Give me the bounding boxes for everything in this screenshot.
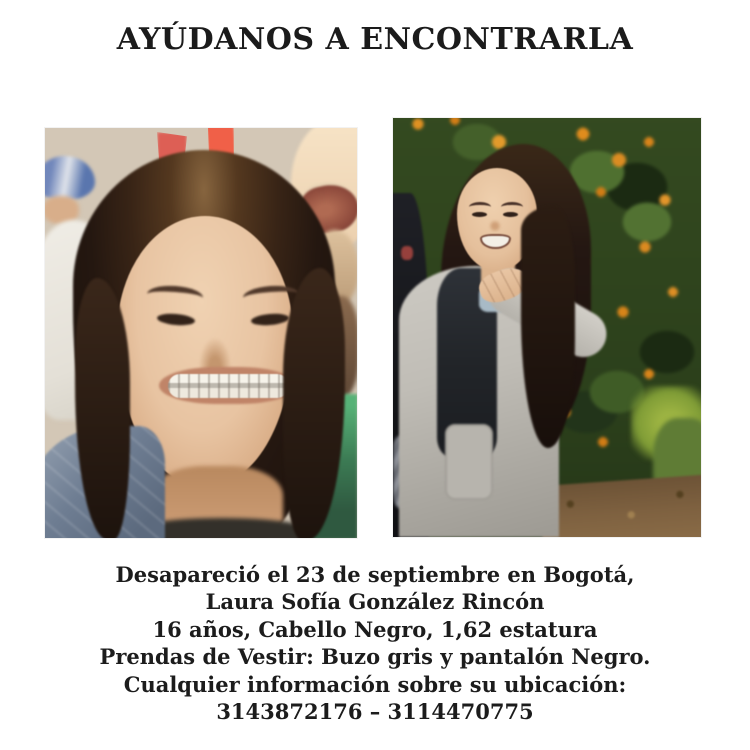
- details-text-block: [0, 561, 750, 725]
- girl-eyebrow-right: [501, 202, 523, 212]
- detail-line-info-request: Cualquier información sobre su ubicación:: [123, 671, 627, 697]
- poster-title: AYÚDANOS A ENCONTRARLA: [116, 22, 634, 57]
- girl-smile-braces: [168, 374, 289, 398]
- girl-eyebrow-left: [469, 202, 491, 212]
- detail-line-disappearance: Desapareció el 23 de septiembre en Bogotá,: [115, 562, 635, 587]
- jacket-logo-detail: [401, 246, 413, 260]
- photo-left: [45, 128, 357, 538]
- detail-line-clothing: Prendas de Vestir: Buzo gris y pantalón Negro.: [99, 644, 651, 670]
- coat-pocket: [445, 424, 493, 500]
- detail-line-age-hair-height: 16 años, Cabello Negro, 1,62 estatura: [152, 616, 598, 642]
- phone-numbers: 3143872176 – 3114470775: [216, 699, 534, 725]
- detail-line-name: Laura Sofía González Rincón: [205, 589, 545, 615]
- photo-right: [393, 118, 701, 537]
- girl-hair-strand-front: [521, 206, 575, 448]
- girl-eye-right: [503, 212, 518, 217]
- girl-eye-left: [472, 212, 487, 217]
- girl-nose: [489, 220, 501, 232]
